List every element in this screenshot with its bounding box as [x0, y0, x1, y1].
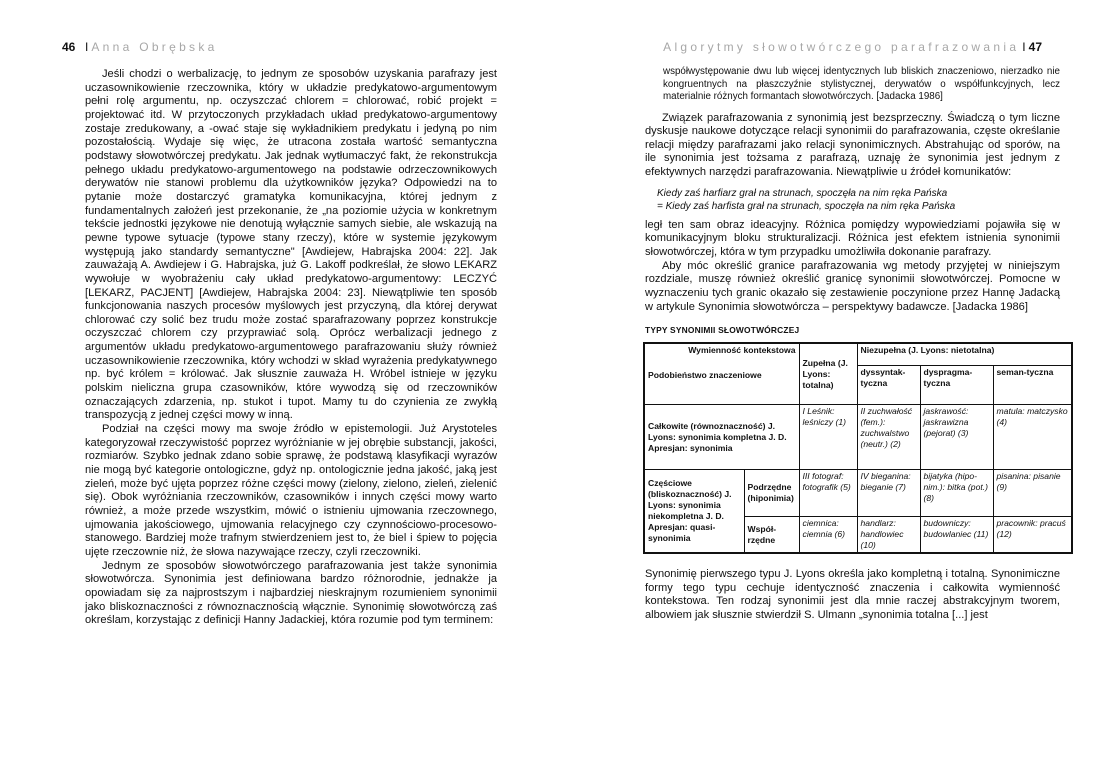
- header-author: Anna Obrębska: [91, 40, 218, 54]
- table-cell: budowniczy: budowlaniec (11): [920, 517, 993, 554]
- page-number: 46: [62, 40, 76, 54]
- right-page: [550, 0, 1100, 777]
- paragraph: Związek parafrazowania z synonimią jest bezsprzeczny. Świadczą o tym liczne dyskusje naukowe dotyczące relacji synonimii do parafrazowania, częste określanie relacji między parafrazami jako relacji synonimicznych. Abstrahując od sporów, na ile synonimia jest tożsama z parafrazą, uznaję że synonimia jest jednym z efektywnych narzędzi parafrazowania. Niewątpliwie u źródeł komunikatów:: [645, 111, 1060, 179]
- table-cell: ciemnica: ciemnia (6): [799, 517, 857, 554]
- table-cell: pracownik: pracuś (12): [993, 517, 1072, 554]
- header-title: Algorytmy słowotwórczego parafrazowania: [663, 40, 1020, 54]
- quote-line: Kiedy zaś harfiarz grał na strunach, spoczęła na nim ręka Pańska: [657, 187, 948, 199]
- corner-top: Wymienność kontekstowa: [688, 345, 796, 356]
- right-running-header: [663, 40, 1042, 54]
- right-body-text: [645, 66, 1068, 623]
- table-cell: matula: matczysko (4): [993, 405, 1072, 470]
- left-body-text: [85, 68, 497, 628]
- definition-quote: współwystępowanie dwu lub więcej identycznych lub bliskich znaczeniowo, nierzadko nie kongruentnych na płaszczyźnie stylistycznej, derywatów o współfunkcyjnych, lecz materialnie różnych formantach słowotwórczych. [Jadacka 1986]: [663, 66, 1060, 102]
- example-quote: [657, 187, 1060, 213]
- row-partial: Częściowe (bliskoznaczność) J. Lyons: synonimia niekompletna J. D. Apresjan: quasi-synonimia: [644, 470, 744, 554]
- paragraph: Jeśli chodzi o werbalizację, to jednym ze sposobów uzyskania parafrazy jest uczasownikowienie rzeczownika, który w układzie predykatowo-argumentowym pełni rolę argumentu, np. oczyszczać chlorem = chlorować, robić projekt = projektować itd. W przytoczonych przykładach układ predykatowo-argumentowy zostaje zredukowany, a -ować staje się wykładnikiem predykatu i jedyną po nim pozostałością. Wydaje się więc, że utracona została wartość semantyczna podstawy słowotwórczej predykatu. Jak jednak wytłumaczyć fakt, że rekonstrukcja pełnego układu predykatowo-argumentowego na podstawie odrzeczownikowych derywatów nie stanowi problemu dla użytkowników języka? Odpowiedzi na to pytanie może dostarczyć gramatyka komunikacyjna, której jednym z fundamentalnych założeń jest przekonanie, że „na poziomie użycia w konkretnym tekście jednostki językowe nie denotują wyłącznie samych siebie, ale wskazują na pewne typowe sytuacje (typowe stany rzeczy), które w systemie językowym występują jako standardy semantyczne" [Awdiejew, Habrajska 2004: 22]. Jak zauważają A. Awdiejew i G. Habrajska, już G. Lakoff podkreślał, że słowo LEKARZ wywołuje w wyobrażeniu cały układ predykatowo-argumentowy: LECZYĆ [LEKARZ, PACJENT] [Awdiejew, Habrajska 2004: 23]. Niewątpliwie ten sposób funkcjonowania naszych procesów myślowych jest przyczyną, dla której derywat chlorować czy solić bez trudu może zostać sparafrazowany poprzez konstrukcje oczyszczać chlorem czy przyprawiać solą. Oprócz werbalizacji jednego z argumentów układu predykatowo-argumentowego parafrazowaniu służy również uczasownikowienie rzeczownika, który wchodzi w skład wyrażenia predykatywnego np. być królem = królować. Jak słusznie zauważa H. Wróbel istnieje w języku polskim nieliczna grupa czasowników, które wywodzą się od rzeczowników oznaczających zdarzenia, np. stukot i tupot. Mamy tu do czynienia ze zwykłą transpozycją z jednej części mowy w inną.: [85, 68, 497, 422]
- col-semantic: seman-tyczna: [993, 366, 1072, 405]
- row-coordinate: Współ-rzędne: [744, 517, 799, 554]
- synonymy-types-table: [643, 342, 1073, 554]
- header-separator: I: [1022, 40, 1026, 54]
- corner-bottom: Podobieństwo znaczeniowe: [648, 370, 762, 381]
- table-cell: pisanina: pisanie (9): [993, 470, 1072, 517]
- col-full: Zupełna (J. Lyons: totalna): [799, 343, 857, 405]
- col-syntactic: dyssyntak-tyczna: [857, 366, 920, 405]
- row-subordinate: Podrzędne (hiponimia): [744, 470, 799, 517]
- table-cell: I Leśnik: leśniczy (1): [799, 405, 857, 470]
- page-number: 47: [1028, 40, 1042, 54]
- table-cell: IV bieganina: bieganie (7): [857, 470, 920, 517]
- table-cell: handlarz: handlowiec (10): [857, 517, 920, 554]
- table-cell: bijatyka (hipo-nim.): bitka (pot.) (8): [920, 470, 993, 517]
- table-cell: II zuchwałość (fem.): zuchwalstwo (neutr.) (2): [857, 405, 920, 470]
- header-separator: I: [85, 40, 89, 54]
- paragraph: Aby móc określić granice parafrazowania wg metody przyjętej w niniejszym rozdziale, muszę również określić granicę synonimii słowotwórczej. Pomocne w wyznaczeniu tych granic okazało się zestawienie poczynione przez Hannę Jadacką w artykule Synonimia słowotwórcza – perspektywy badawcze. [Jadacka 1986]: [645, 259, 1060, 313]
- paragraph: Podział na części mowy ma swoje źródło w epistemologii. Już Arystoteles kategoryzował rzeczywistość poprzez wyróżnianie w jej obrębie substancji, jakości, rozmiarów. Szybko jednak zdano sobie sprawę, że podstawą klasyfikacji wyrazów nie mogą być kategorie ontologiczne, gdyż np. ontologicznie jedna jakość, jaką jest zieleń, może być ujęta poprzez różne części mowy (zielony, zielono, zieleń, zielenić się). Obok wyróżniania rzeczowników, czasowników i innych części mowy warto również, a może przede wszystkim, mówić o istnieniu ujmowania rzeczownego, ujmowania jakościowego, ujmowania relacyjnego czy czynnościowo-procesowo-stanowego. Bardziej może trafnym stwierdzeniem jest to, że biel i śpiew to pojęcia ujęte rzeczownie niż, że słowa nazywające rzeczy, czyli rzeczowniki.: [85, 423, 497, 558]
- col-pragmatic: dyspragma-tyczna: [920, 366, 993, 405]
- table-corner: [644, 343, 799, 405]
- paragraph: Jednym ze sposobów słowotwórczego parafrazowania jest także synonimia słowotwórcza. Synonimia jest definiowana bardzo różnorodnie, jednakże ja opowiadam się za najprostszym i najbardziej nieskrajnym rozumieniem synonimii jako bliskoznaczności z równoznacznością włącznie. Synonimię słowotwórczą zaś określam, korzystając z definicji Hanny Jadackiej, która rozumie pod tym terminem:: [85, 559, 497, 627]
- col-partial: Niezupełna (J. Lyons: nietotalna): [857, 343, 1072, 366]
- quote-line: = Kiedy zaś harfista grał na strunach, spoczęła na nim ręka Pańska: [657, 200, 956, 212]
- table-cell: III fotograf: fotografik (5): [799, 470, 857, 517]
- paragraph: legł ten sam obraz ideacyjny. Różnica pomiędzy wypowiedziami pojawiła się w komunikacyjnym bloku strukturalizacji. Różnica jest efektem istnienia synonimii słowotwórczej, która w tym przypadku umożliwiła dokonanie parafrazy.: [645, 218, 1060, 259]
- row-complete: Całkowite (równoznaczność) J. Lyons: synonimia kompletna J. D. Apresjan: synonimia: [644, 405, 799, 470]
- left-running-header: [62, 40, 218, 54]
- table-cell: jaskrawość: jaskrawizna (pejorat) (3): [920, 405, 993, 470]
- table-title: TYPY SYNONIMII SŁOWOTWÓRCZEJ: [645, 325, 800, 336]
- paragraph: Synonimię pierwszego typu J. Lyons określa jako kompletną i totalną. Synonimiczne formy tego typu cechuje identyczność znaczenia i całkowita wymienność kontekstowa. Ten rodzaj synonimii jest dla mnie raczej abstrakcyjnym tworem, albowiem jak słusznie stwierdził S. Ulmann „synonimia totalna [...] jest: [645, 568, 1060, 621]
